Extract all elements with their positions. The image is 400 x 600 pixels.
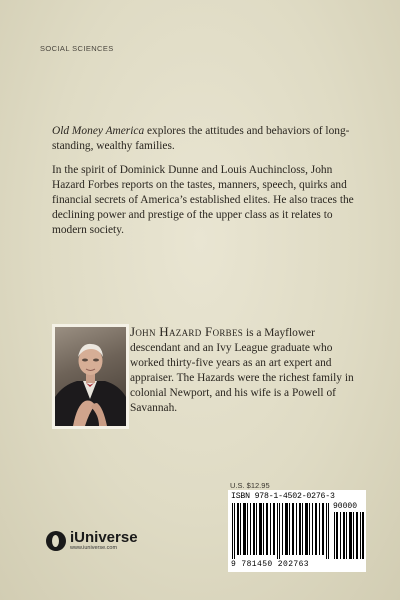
- publisher-wordmark: [70, 530, 138, 552]
- author-portrait-icon: [55, 327, 126, 426]
- barcode: [228, 490, 366, 572]
- isbn-number: ISBN 978-1-4502-0276-3: [231, 492, 335, 501]
- publisher-logo: [46, 530, 138, 552]
- book-description: [52, 124, 364, 247]
- author-bio-text: is a Mayflower descendant and an Ivy League graduate who worked thirty-five years as an art expert and appraiser. The Hazards were the richest family in colonial Newport, and his wife is a Powell of Savannah.: [130, 327, 354, 414]
- category-label: SOCIAL SCIENCES: [40, 44, 114, 53]
- book-title: Old Money America: [52, 125, 145, 137]
- addon-bars-icon: [334, 512, 364, 559]
- author-bio: [130, 324, 366, 416]
- barcode-digits: 9 781450 202763: [231, 560, 310, 569]
- description-paragraph-2: In the spirit of Dominick Dunne and Louis Auchincloss, John Hazard Forbes reports on the tastes, manners, speech, quirks and financial secrets of America’s established elites. He also traces the declining power and prestige of the upper class as it relates to modern society.: [52, 164, 354, 236]
- author-photo: [52, 324, 129, 429]
- description-paragraph-1: [52, 124, 364, 154]
- price-label: U.S. $12.95: [230, 481, 270, 490]
- author-name: John Hazard Forbes: [130, 324, 244, 339]
- barcode-addon-number: 90000: [333, 502, 358, 511]
- publisher-url: www.iuniverse.com: [70, 545, 118, 551]
- publisher-logo-icon: [46, 531, 66, 551]
- publisher-name: iUniverse: [70, 529, 138, 546]
- barcode-bars-icon: [232, 503, 332, 559]
- description-text-1: explores the attitudes and behaviors of long-standing, wealthy families.: [52, 125, 350, 152]
